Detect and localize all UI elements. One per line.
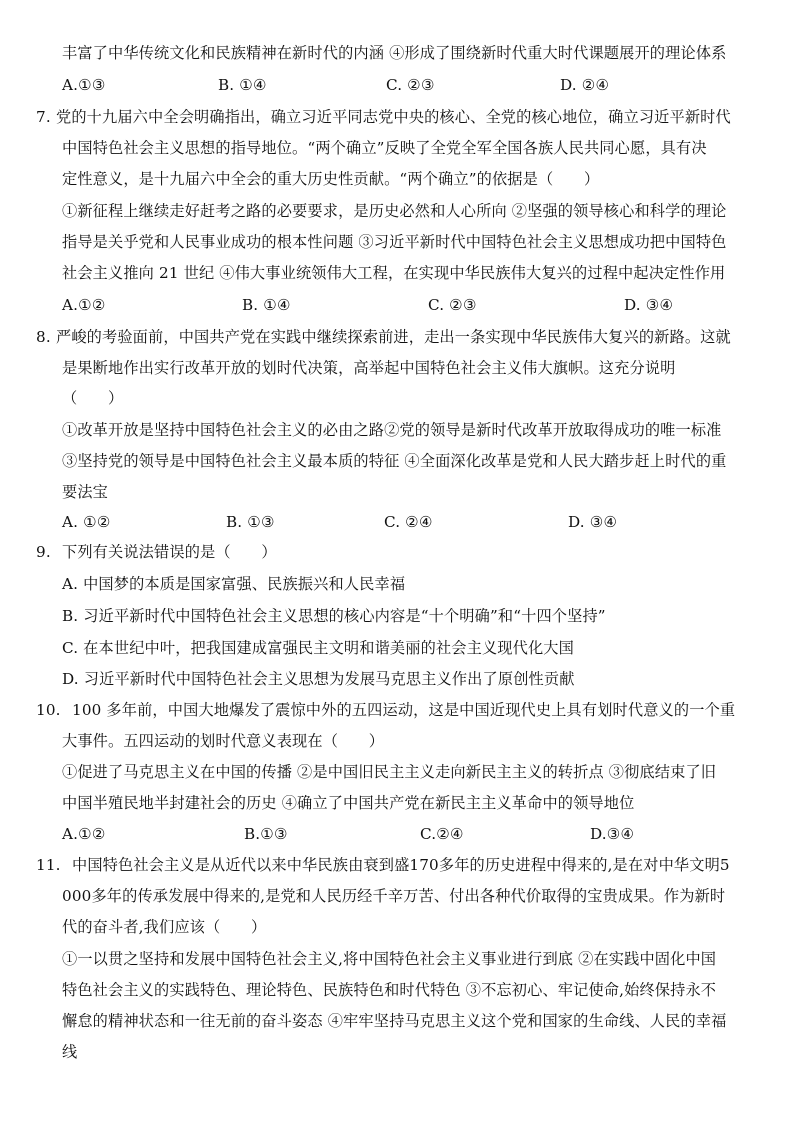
q11-item-text: ①一以贯之坚持和发展中国特色社会主义,将中国特色社会主义事业进行到底 ②在实践中固化中国 [62, 950, 717, 968]
q11-stem-line-2 [0, 881, 794, 911]
q8-stem-line-1 [0, 322, 794, 352]
q7-option-d[interactable]: D. ③④ [624, 296, 674, 314]
q11-item-text: 线 [62, 1043, 78, 1061]
q8-option-b[interactable]: B. ①③ [226, 513, 275, 531]
q10-options [0, 819, 794, 849]
q7-stem-line-3 [0, 164, 794, 194]
q9-stem-text: 下列有关说法错误的是（ ） [62, 543, 277, 561]
q10-item-line-1 [0, 757, 794, 787]
q8-item-text: ①改革开放是坚持中国特色社会主义的必由之路②党的领导是新时代改革开放取得成功的唯一标准 [62, 421, 722, 439]
q10-item-text: 中国半殖民地半封建社会的历史 ④确立了中国共产党在新民主主义革命中的领导地位 [62, 794, 635, 812]
q6-options [0, 70, 794, 100]
q11-item-line-1 [0, 944, 794, 974]
q7-stem-text: 党的十九届六中全会明确指出，确立习近平同志党中央的核心、全党的核心地位，确立习近平新时代 [56, 108, 731, 126]
q7-stem-text: 中国特色社会主义思想的指导地位。“两个确立”反映了全党全军全国各族人民共同心愿，具有决 [62, 139, 707, 157]
q7-stem-line-2 [0, 133, 794, 163]
q6-option-d[interactable]: D. ②④ [560, 76, 610, 94]
q6-option-b[interactable]: B. ①④ [218, 76, 267, 94]
q10-item-text: ①促进了马克思主义在中国的传播 ②是中国旧民主主义走向新民主主义的转折点 ③彻底结束了旧 [62, 763, 717, 781]
q8-item-line-2 [0, 446, 794, 476]
q11-stem-text: 000多年的传承发展中得来的,是党和人民历经千辛万苦、付出各种代价取得的宝贵成果。作为新时 [62, 887, 726, 905]
q11-item-text: 特色社会主义的实践特色、理论特色、民族特色和时代特色 ③不忘初心、牢记使命,始终保持永不 [62, 981, 717, 999]
q10-stem-line-1 [0, 695, 794, 725]
q11-stem-line-3 [0, 912, 794, 942]
q10-number: 10. [36, 701, 61, 719]
q7-stem-text: 定性意义，是十九届六中全会的重大历史性贡献。“两个确立”的依据是（ ） [62, 170, 600, 188]
q11-item-line-2 [0, 975, 794, 1005]
q11-stem-line-1 [0, 850, 794, 880]
q8-item-line-1 [0, 415, 794, 445]
q7-item-line-1 [0, 196, 794, 226]
q11-stem-text: 代的奋斗者,我们应该（ ） [62, 918, 267, 936]
q7-item-line-2 [0, 227, 794, 257]
q9-option-b-line [0, 601, 794, 631]
q7-option-b[interactable]: B. ①④ [242, 296, 291, 314]
q7-item-line-3 [0, 258, 794, 288]
q10-option-d[interactable]: D.③④ [590, 825, 635, 843]
q9-option-a[interactable]: A. 中国梦的本质是国家富强、民族振兴和人民幸福 [62, 575, 406, 593]
q9-option-c-line [0, 633, 794, 663]
q8-stem-text: 是果断地作出实行改革开放的划时代决策，高举起中国特色社会主义伟大旗帜。这充分说明 [62, 359, 676, 377]
q8-answer-bracket: （ ） [62, 389, 124, 407]
q9-option-d-line [0, 664, 794, 694]
q11-item-line-4 [0, 1037, 794, 1067]
q8-stem-line-2 [0, 353, 794, 383]
q10-stem-line-2 [0, 726, 794, 756]
q9-stem-line [0, 537, 794, 567]
q9-option-a-line [0, 569, 794, 599]
q6-item-continuation-line [0, 38, 794, 68]
q6-item-text: 丰富了中华传统文化和民族精神在新时代的内涵 ④形成了围绕新时代重大时代课题展开的理论体系 [62, 44, 727, 62]
q8-option-d[interactable]: D. ③④ [568, 513, 618, 531]
q8-stem-line-3 [0, 383, 794, 413]
q10-option-b[interactable]: B.①③ [244, 825, 288, 843]
q11-stem-text: 中国特色社会主义是从近代以来中华民族由衰到盛170多年的历史进程中得来的,是在对中华文明5 [72, 856, 730, 874]
q8-options [0, 507, 794, 537]
q10-option-a[interactable]: A.①② [62, 825, 106, 843]
q7-number: 7. [36, 108, 51, 126]
q6-option-c[interactable]: C. ②③ [386, 76, 435, 94]
q8-option-a[interactable]: A. ①② [62, 513, 111, 531]
q7-option-c[interactable]: C. ②③ [428, 296, 477, 314]
q9-option-d[interactable]: D. 习近平新时代中国特色社会主义思想为发展马克思主义作出了原创性贡献 [62, 670, 575, 688]
q8-item-text: 要法宝 [62, 483, 109, 501]
q10-stem-text: 100 多年前，中国大地爆发了震惊中外的五四运动，这是中国近现代史上具有划时代意义的一个重 [72, 701, 736, 719]
q7-options [0, 290, 794, 320]
q8-item-text: ③坚持党的领导是中国特色社会主义最本质的特征 ④全面深化改革是党和人民大踏步赶上时代的重 [62, 452, 727, 470]
q8-stem-text: 严峻的考验面前，中国共产党在实践中继续探索前进，走出一条实现中华民族伟大复兴的新路。这就 [56, 328, 731, 346]
q7-option-a[interactable]: A.①② [62, 296, 106, 314]
q8-number: 8. [36, 328, 51, 346]
q9-option-c[interactable]: C. 在本世纪中叶，把我国建成富强民主文明和谐美丽的社会主义现代化大国 [62, 639, 574, 657]
q11-number: 11. [36, 856, 61, 874]
q7-item-text: 指导是关乎党和人民事业成功的根本性问题 ③习近平新时代中国特色社会主义思想成功把中国特色 [62, 233, 727, 251]
q10-item-line-2 [0, 788, 794, 818]
q10-option-c[interactable]: C.②④ [420, 825, 464, 843]
q9-number: 9. [36, 543, 51, 561]
q7-item-text: ①新征程上继续走好赶考之路的必要要求，是历史必然和人心所向 ②坚强的领导核心和科学的理论 [62, 202, 727, 220]
q10-stem-text: 大事件。五四运动的划时代意义表现在（ ） [62, 732, 385, 750]
q9-option-b[interactable]: B. 习近平新时代中国特色社会主义思想的核心内容是“十个明确”和“十四个坚持” [62, 607, 606, 625]
q6-option-a[interactable]: A.①③ [62, 76, 106, 94]
q7-stem-line-1 [0, 102, 794, 132]
q8-option-c[interactable]: C. ②④ [384, 513, 433, 531]
q11-item-line-3 [0, 1006, 794, 1036]
q11-item-text: 懈怠的精神状态和一往无前的奋斗姿态 ④牢牢坚持马克思主义这个党和国家的生命线、人民的幸福 [62, 1012, 727, 1030]
q7-item-text: 社会主义推向 21 世纪 ④伟大事业统领伟大工程，在实现中华民族伟大复兴的过程中起决定性作用 [62, 264, 726, 282]
q8-item-line-3 [0, 477, 794, 507]
